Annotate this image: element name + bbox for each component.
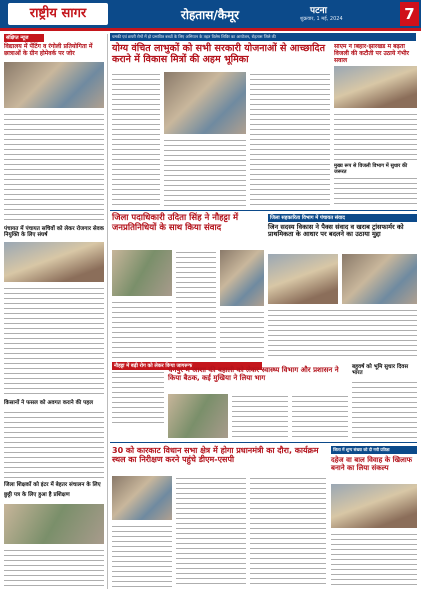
right-story-tag: जिला सहकारिता विभाग में पंचायत संवाद: [268, 214, 417, 222]
left-headline-4: जिला शिक्षकों को इंटर में बेहतर संचालन के लिए: [4, 482, 101, 488]
bottom-right-photo: [331, 484, 417, 528]
bottom-divider: [110, 442, 417, 443]
masthead-divider: [0, 28, 421, 31]
left-headline-2: पंचायत में पंचायत सचिवों को लेकर रोजगार सेवक नियुक्ति के लिए संघर्ष: [4, 226, 104, 239]
left-photo-2: [4, 242, 104, 282]
bottom-text-1: [112, 524, 172, 588]
left-headline-5: छुट्टी पत्र के लिए हुआ है प्रशिक्षण: [4, 492, 70, 498]
lower-headline: चैनपुर में आशा की बहाली को लेकर स्वास्थ्य विभाग और प्रशासन ने किया बैठक, कई मुखिया ने लिया भाग: [168, 366, 339, 383]
bottom-photo: [112, 476, 172, 520]
bottom-right-text: [331, 532, 417, 588]
lead-text-3: [250, 72, 330, 208]
middle-photo-2: [220, 250, 264, 306]
left-text-4: [4, 548, 104, 588]
page-number: 7: [400, 2, 419, 26]
bottom-headline: 30 को कारकाट विधान सभा क्षेत्र में होगा प्रधानमंत्री का दौरा, कार्यक्रम स्थल का निरीक्षण करने पहुंचे डीएम-एसपी: [112, 446, 319, 465]
right-photo-1: [334, 66, 417, 108]
right-story-photo-2: [342, 254, 417, 304]
newspaper-logo: राष्ट्रीय सागर: [8, 3, 108, 25]
lead-text-1: [112, 72, 160, 208]
bottom-text-2: [176, 476, 246, 588]
side-headline: बहुवर्ष को भूमि सुधार दिवस भारत: [352, 364, 409, 377]
middle-redbar: नौहट्टा में बढ़ी रोग को लेकर किया जागरूक: [112, 362, 262, 370]
left-text-1: [4, 112, 104, 222]
news-kicker: संक्षिप्त न्यूज: [4, 34, 44, 42]
lower-photo: [168, 394, 228, 438]
right-story-photo-1: [268, 254, 338, 304]
lead-story: [112, 72, 330, 208]
right-top-column: [334, 44, 417, 208]
bottom-right-headline: दहेज वा बाल विवाह के खिलाफ बनाने का लिया संकल्प: [331, 456, 413, 473]
left-headline-3: किसानों ने फसल को अवगत कराने की पहल: [4, 400, 93, 406]
left-photo-1: [4, 62, 104, 108]
right-headline-2: मुख्य रूप से विजली विभाग में सुधार की जरूरत: [334, 163, 408, 175]
middle-headline: जिला पदाधिकारी उदिता सिंह ने नौहट्टा में जनप्रतिनिधियों के साथ किया संवाद: [112, 213, 239, 233]
lead-text-2: [164, 138, 246, 208]
issue-date: शुक्रवार, 1 मई, 2024: [300, 16, 343, 22]
middle-text-3: [220, 310, 264, 360]
lower-text-2: [292, 394, 348, 438]
story-divider: [110, 210, 417, 211]
edition-city: पटना: [310, 6, 327, 16]
side-text: [352, 380, 417, 438]
column-divider: [107, 34, 108, 589]
right-story-headline: जिन सदस्य विकास ने पैक्स संवाद व खराब ट्रांसफार्मर को प्राथमिकता के आधार पर बदलने का उठाया मुद्दा: [268, 223, 404, 239]
lead-photo-1: [164, 72, 246, 134]
middle-redbar-text: [112, 370, 164, 426]
middle-photo-1: [112, 250, 172, 296]
lower-text-1: [232, 394, 288, 438]
section-title: रोहतास/कैमूर: [180, 8, 240, 22]
left-text-2: [4, 286, 104, 396]
ticker-bar: चमकी एवं छपरी रोगों में हो प्रभावित बच्चों के लिए अभियान के तहत विशेष शिविर का आयोजन, रोहतास जिले की: [110, 33, 416, 41]
left-photo-3: [4, 504, 104, 544]
bottom-text-3: [250, 476, 326, 588]
lead-headline: योग्य वंचित लाभुकों को सभी सरकारी योजनाओं से आच्छादित कराने में विकास मित्रों की अहम भूमिका: [112, 43, 325, 65]
middle-text-2: [176, 250, 216, 360]
left-text-3: [4, 410, 104, 480]
masthead: [0, 0, 421, 28]
bottom-right-tag: जिला में शून्य संख्या को दी गयी प्रतिज्ञा: [331, 446, 417, 454]
left-column: [4, 34, 104, 589]
right-text-2: [334, 176, 417, 208]
middle-text-1: [112, 300, 172, 360]
right-story-text: [268, 308, 417, 358]
right-text-1: [334, 112, 417, 162]
left-headline-1: विद्यालय में पेंटिंग व रंगोली प्रतियोगिता में छात्राओं के ग्रीन होमेवर्क पर जोर: [4, 43, 93, 57]
right-headline-1: सीएम ने बिहार-झारखंड में बढ़ती विजली की कटौती पर उठाये गंभीर सवाल: [334, 44, 410, 64]
